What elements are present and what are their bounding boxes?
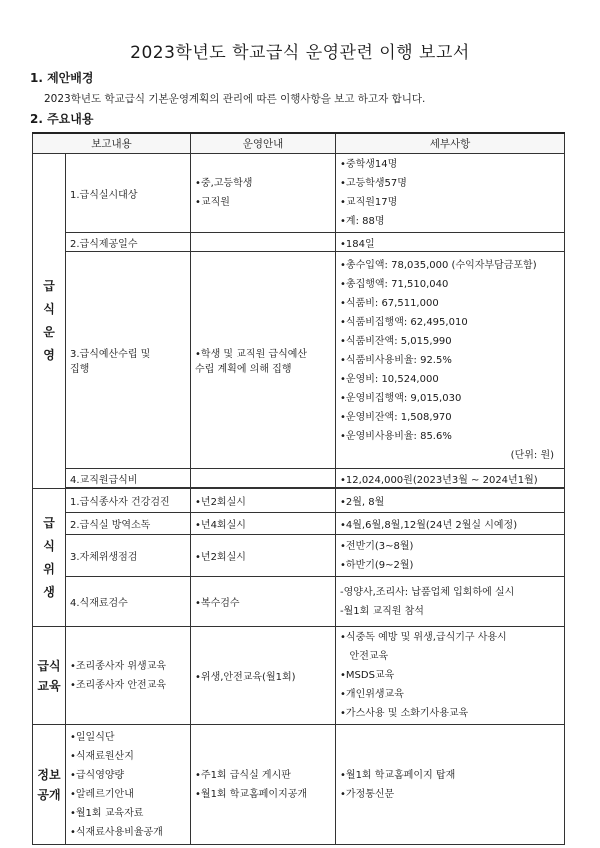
- guide-health-check: •년2회실시: [191, 489, 336, 513]
- item-days: 2.급식제공일수: [66, 233, 191, 252]
- detail-budget: •총수입액: 78,035,000 (수익자부담금포함) •총집행액: 71,510,040 •식품비: 67,511,000 •식품비집행액: 62,495,010 •식품비잔액: 5,015,990 •식품비사용비율: 92.5% •운영비: 10,524,000 •운영비집행액: 9,015,030 •운영비잔액: 1,508,970 •운영비사용비율: 85.6% (단위: 원): [336, 252, 565, 469]
- guide-disclosure: •주1회 급식실 게시판 •월1회 학교홈페이지공개: [191, 725, 336, 845]
- detail-education: •식중독 예방 및 위생,급식기구 사용시 안전교육 •MSDS교육 •개인위생교육 •가스사용 및 소화기사용교육: [336, 627, 565, 725]
- guide-education: •위생,안전교육(월1회): [191, 627, 336, 725]
- header-report: 보고내용: [33, 133, 191, 154]
- guide-target: •중,고등학생 •교직원: [191, 154, 336, 233]
- detail-target: •중학생14명 •고등학생57명 •교직원17명 •계: 88명: [336, 154, 565, 233]
- guide-staff-meal: [191, 469, 336, 488]
- category-education: 급식 교육: [33, 627, 66, 725]
- guide-budget: •학생 및 교직원 급식예산 수립 계획에 의해 집행: [191, 252, 336, 469]
- header-detail: 세부사항: [336, 133, 565, 154]
- item-staff-meal: 4.교직원급식비: [66, 469, 191, 488]
- category-disclosure: 정보 공개: [33, 725, 66, 845]
- section2-heading: 2. 주요내용: [30, 112, 94, 126]
- item-education: •조리종사자 위생교육 •조리종사자 안전교육: [66, 627, 191, 725]
- item-self-inspection: 3.자체위생점검: [66, 535, 191, 577]
- detail-days: •184일: [336, 233, 565, 252]
- guide-inspection: •복수검수: [191, 577, 336, 627]
- item-inspection: 4.식재료검수: [66, 577, 191, 627]
- section1-text: 2023학년도 학교급식 기본운영계획의 관리에 따른 이행사항을 보고 하고자 합니다.: [44, 93, 426, 105]
- detail-staff-meal: •12,024,000원(2023년3월 ~ 2024년1월): [336, 469, 565, 488]
- detail-disinfection: •4월,6월,8월,12월(24년 2월실 시예정): [336, 513, 565, 535]
- detail-inspection: -영양사,조리사: 납품업체 입회하에 실시 -월1회 교직원 참석: [336, 577, 565, 627]
- item-health-check: 1.급식종사자 건강검진: [66, 489, 191, 513]
- item-target: 1.급식실시대상: [66, 154, 191, 233]
- detail-health-check: •2월, 8월: [336, 489, 565, 513]
- guide-disinfection: •년4회실시: [191, 513, 336, 535]
- section1-heading: 1. 제안배경: [30, 71, 94, 85]
- category-operation: 급 식 운 영: [33, 154, 66, 489]
- page-title: 2023학년도 학교급식 운영관련 이행 보고서: [130, 43, 470, 63]
- item-budget: 3.급식예산수립 및 집행: [66, 252, 191, 469]
- category-hygiene: 급 식 위 생: [33, 489, 66, 627]
- report-table: [32, 132, 565, 845]
- detail-self-inspection: •전반기(3~8월) •하반기(9~2월): [336, 535, 565, 577]
- guide-days: [191, 233, 336, 252]
- unit-note: (단위: 원): [510, 449, 555, 461]
- guide-self-inspection: •년2회실시: [191, 535, 336, 577]
- item-disclosure: •일일식단 •식재료원산지 •급식영양량 •알레르기안내 •월1회 교육자료 •식재료사용비율공개: [66, 725, 191, 845]
- item-disinfection: 2.급식실 방역소독: [66, 513, 191, 535]
- detail-disclosure: •월1회 학교홈페이지 탑재 •가정통신문: [336, 725, 565, 845]
- header-guide: 운영안내: [191, 133, 336, 154]
